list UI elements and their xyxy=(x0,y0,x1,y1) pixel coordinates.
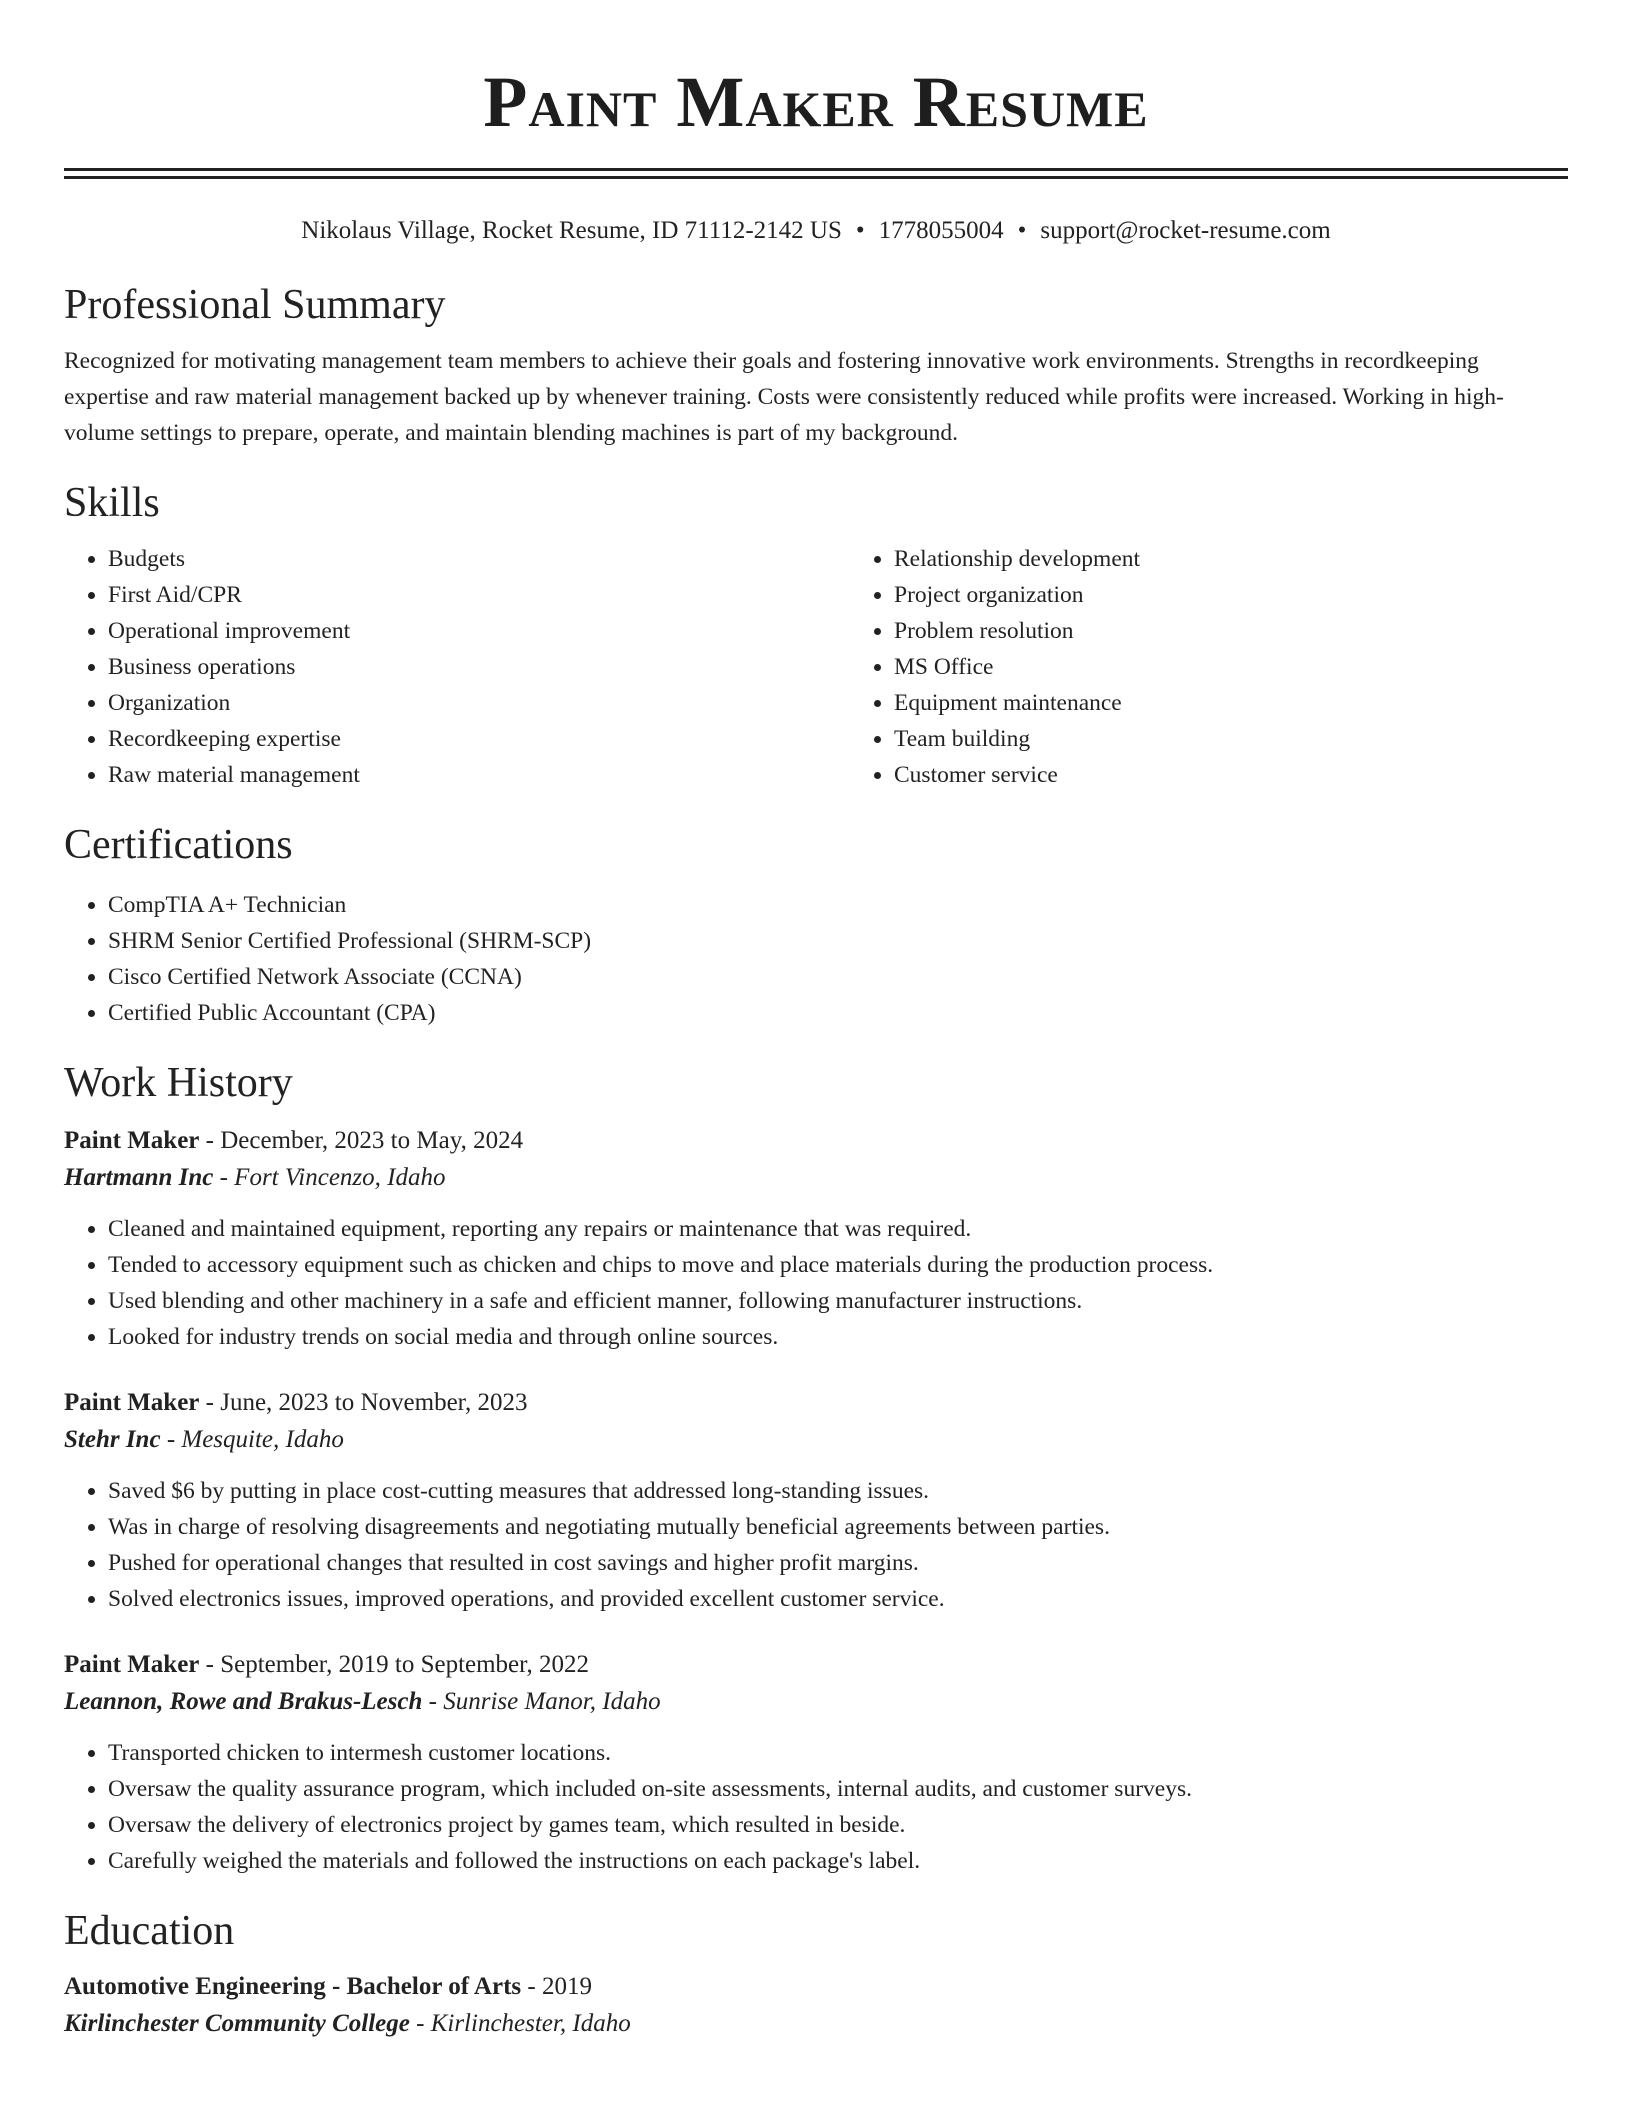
job-location: - Sunrise Manor, Idaho xyxy=(422,1688,661,1715)
education-year: - 2019 xyxy=(521,1973,592,2000)
contact-separator: • xyxy=(855,217,865,244)
contact-phone: 1778055004 xyxy=(878,217,1004,244)
job-duties xyxy=(64,1211,1568,1355)
job-duties xyxy=(64,1473,1568,1617)
list-item: • Looked for industry trends on social media and through online sources. xyxy=(108,1319,1568,1355)
list-item: • Solved electronics issues, improved operations, and provided excellent customer service. xyxy=(108,1581,1568,1617)
education-location: - Kirlinchester, Idaho xyxy=(409,2010,631,2037)
list-item: • Oversaw the delivery of electronics project by games team, which resulted in beside. xyxy=(108,1807,1568,1843)
list-item: • Raw material management xyxy=(108,757,850,793)
education-degree: Automotive Engineering - Bachelor of Arts xyxy=(64,1973,522,2000)
education-school: Kirlinchester Community College xyxy=(64,2010,410,2037)
skills-list-right xyxy=(850,541,1632,793)
list-item: • Cleaned and maintained equipment, reporting any repairs or maintenance that was required. xyxy=(108,1211,1568,1247)
title-divider xyxy=(64,168,1568,179)
education-section xyxy=(64,1905,1568,2043)
certifications-list xyxy=(64,887,1568,1031)
job-dates: - September, 2019 to September, 2022 xyxy=(199,1651,589,1678)
list-item: • Business operations xyxy=(108,649,850,685)
skills-section xyxy=(64,477,1568,793)
contact-separator: • xyxy=(1017,217,1027,244)
contact-line xyxy=(64,215,1568,247)
list-item: • Problem resolution xyxy=(894,613,1632,649)
list-item: • Tended to accessory equipment such as chicken and chips to move and place materials during the production process. xyxy=(108,1247,1568,1283)
list-item: • CompTIA A+ Technician xyxy=(108,887,1568,923)
job-title: Paint Maker xyxy=(64,1651,200,1678)
job-title: Paint Maker xyxy=(64,1127,200,1154)
education-school-line xyxy=(64,2005,1568,2043)
list-item: • Cisco Certified Network Associate (CCNA) xyxy=(108,959,1568,995)
contact-address: Nikolaus Village, Rocket Resume, ID 71112-2142 US xyxy=(301,217,842,244)
job-company: Stehr Inc xyxy=(64,1426,161,1453)
list-item: • Project organization xyxy=(894,577,1632,613)
education-degree-line xyxy=(64,1969,1568,2005)
list-item: • Carefully weighed the materials and followed the instructions on each package's label. xyxy=(108,1843,1568,1879)
page-title: Paint Maker Resume xyxy=(483,62,1149,142)
section-heading-skills: Skills xyxy=(64,480,160,526)
list-item: • Saved $6 by putting in place cost-cutting measures that addressed long-standing issues. xyxy=(108,1473,1568,1509)
list-item: • MS Office xyxy=(894,649,1632,685)
certifications-section xyxy=(64,819,1568,1031)
list-item: • Budgets xyxy=(108,541,850,577)
list-item: • Certified Public Accountant (CPA) xyxy=(108,995,1568,1031)
section-heading-work-history: Work History xyxy=(64,1060,293,1106)
contact-email: support@rocket-resume.com xyxy=(1040,217,1331,244)
list-item: • Oversaw the quality assurance program, which included on-site assessments, internal audits, and customer surveys. xyxy=(108,1771,1568,1807)
section-heading-education: Education xyxy=(64,1908,235,1954)
job-dates: - December, 2023 to May, 2024 xyxy=(199,1127,524,1154)
job-employer xyxy=(64,1159,1568,1197)
section-heading-certifications: Certifications xyxy=(64,822,293,868)
job-title: Paint Maker xyxy=(64,1389,200,1416)
list-item: • Team building xyxy=(894,721,1632,757)
list-item: • Transported chicken to intermesh customer locations. xyxy=(108,1735,1568,1771)
job-employer xyxy=(64,1421,1568,1459)
list-item: • Relationship development xyxy=(894,541,1632,577)
job-dates: - June, 2023 to November, 2023 xyxy=(199,1389,528,1416)
job-company: Leannon, Rowe and Brakus-Lesch xyxy=(64,1688,423,1715)
skills-list-left xyxy=(64,541,850,793)
summary-text: Recognized for motivating management team members to achieve their goals and fostering innovative work environments. Strengths in recordkeeping expertise and raw material management backed up by whenever training. Costs were consistently reduced while profits were increased. Working in high-volume settings to prepare, operate, and maintain blending machines is part of my background. xyxy=(64,348,1504,446)
job-header xyxy=(64,1123,1568,1159)
list-item: • Equipment maintenance xyxy=(894,685,1632,721)
list-item: • Operational improvement xyxy=(108,613,850,649)
summary-section xyxy=(64,279,1568,451)
job-entry xyxy=(64,1647,1568,1879)
job-employer xyxy=(64,1683,1568,1721)
section-heading-summary: Professional Summary xyxy=(64,282,446,328)
list-item: • Used blending and other machinery in a safe and efficient manner, following manufacturer instructions. xyxy=(108,1283,1568,1319)
job-duties xyxy=(64,1735,1568,1879)
job-location: - Fort Vincenzo, Idaho xyxy=(213,1164,446,1191)
job-location: - Mesquite, Idaho xyxy=(160,1426,344,1453)
list-item: • Organization xyxy=(108,685,850,721)
list-item: • First Aid/CPR xyxy=(108,577,850,613)
job-company: Hartmann Inc xyxy=(64,1164,214,1191)
job-header xyxy=(64,1647,1568,1683)
list-item: • Customer service xyxy=(894,757,1632,793)
job-entry xyxy=(64,1385,1568,1617)
list-item: • SHRM Senior Certified Professional (SHRM-SCP) xyxy=(108,923,1568,959)
list-item: • Recordkeeping expertise xyxy=(108,721,850,757)
work-history-section xyxy=(64,1057,1568,1879)
skills-columns xyxy=(64,541,1568,793)
list-item: • Pushed for operational changes that resulted in cost savings and higher profit margins. xyxy=(108,1545,1568,1581)
job-header xyxy=(64,1385,1568,1421)
job-entry xyxy=(64,1123,1568,1355)
list-item: • Was in charge of resolving disagreements and negotiating mutually beneficial agreements between parties. xyxy=(108,1509,1568,1545)
